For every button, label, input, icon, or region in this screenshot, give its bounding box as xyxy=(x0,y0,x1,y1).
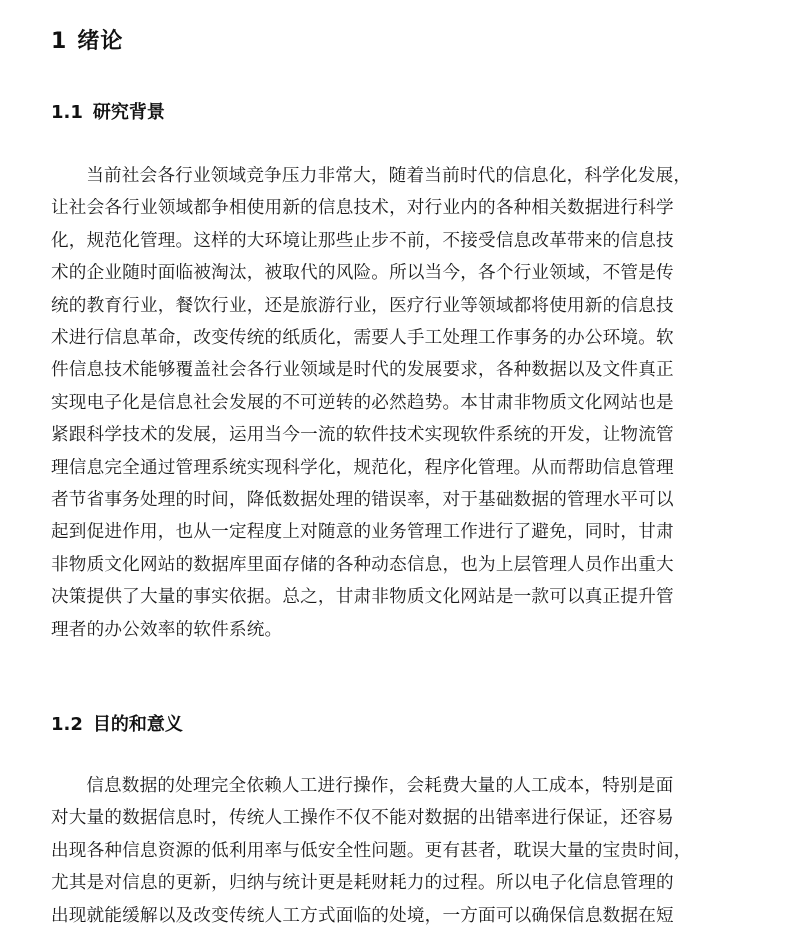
section-1-1-paragraph xyxy=(51,160,692,646)
paragraph-line: 紧跟科学技术的发展，运用当今一流的软件技术实现软件系统的开发，让物流管 xyxy=(51,425,674,446)
paragraph-line: 决策提供了大量的事实依据。总之，甘肃非物质文化网站是一款可以真正提升管 xyxy=(51,587,674,608)
paragraph-line: 件信息技术能够覆盖社会各行业领域是时代的发展要求，各种数据以及文件真正 xyxy=(51,360,674,381)
paragraph-line: 统的教育行业，餐饮行业，还是旅游行业，医疗行业等领域都将使用新的信息技 xyxy=(51,295,674,316)
paragraph-line: 实现电子化是信息社会发展的不可逆转的必然趋势。本甘肃非物质文化网站也是 xyxy=(51,392,674,413)
chapter-number: 1 xyxy=(51,29,68,54)
paragraph-line: 起到促进作用，也从一定程度上对随意的业务管理工作进行了避免，同时，甘肃 xyxy=(51,522,674,543)
section-1-2-paragraph xyxy=(51,770,692,932)
chapter-title: 绪论 xyxy=(77,29,124,54)
section-number: 1.2 xyxy=(51,714,83,735)
paragraph-line: 信息数据的处理完全依赖人工进行操作，会耗费大量的人工成本，特别是面 xyxy=(86,776,674,796)
paragraph-line: 对大量的数据信息时，传统人工操作不仅不能对数据的出错率进行保证，还容易 xyxy=(51,808,674,829)
section-title: 研究背景 xyxy=(92,102,165,123)
paragraph-line: 出现各种信息资源的低利用率与低安全性问题。更有甚者，耽误大量的宝贵时间， xyxy=(51,840,692,861)
section-heading-1-1 xyxy=(51,98,165,124)
paragraph-line: 尤其是对信息的更新，归纳与统计更是耗财耗力的过程。所以电子化信息管理的 xyxy=(51,873,674,894)
section-heading-1-2 xyxy=(51,710,183,736)
paragraph-line: 理者的办公效率的软件系统。 xyxy=(51,619,283,640)
paragraph-line: 当前社会各行业领域竞争压力非常大，随着当前时代的信息化，科学化发展， xyxy=(86,166,692,186)
paragraph-line: 让社会各行业领域都争相使用新的信息技术，对行业内的各种相关数据进行科学 xyxy=(51,198,674,219)
paragraph-line: 者节省事务处理的时间，降低数据处理的错误率，对于基础数据的管理水平可以 xyxy=(51,490,674,511)
paragraph-line: 非物质文化网站的数据库里面存储的各种动态信息，也为上层管理人员作出重大 xyxy=(51,554,674,575)
paragraph-line: 理信息完全通过管理系统实现科学化，规范化，程序化管理。从而帮助信息管理 xyxy=(51,457,674,478)
paragraph-line: 术的企业随时面临被淘汰，被取代的风险。所以当今，各个行业领域，不管是传 xyxy=(51,263,674,284)
chapter-heading xyxy=(51,24,123,55)
paragraph-line: 化，规范化管理。这样的大环境让那些止步不前，不接受信息改革带来的信息技 xyxy=(51,230,674,251)
section-number: 1.1 xyxy=(51,102,83,123)
paragraph-line: 出现就能缓解以及改变传统人工方式面临的处境，一方面可以确保信息数据在短 xyxy=(51,905,674,926)
section-title: 目的和意义 xyxy=(92,714,183,735)
paragraph-line: 术进行信息革命，改变传统的纸质化，需要人手工处理工作事务的办公环境。软 xyxy=(51,328,674,349)
